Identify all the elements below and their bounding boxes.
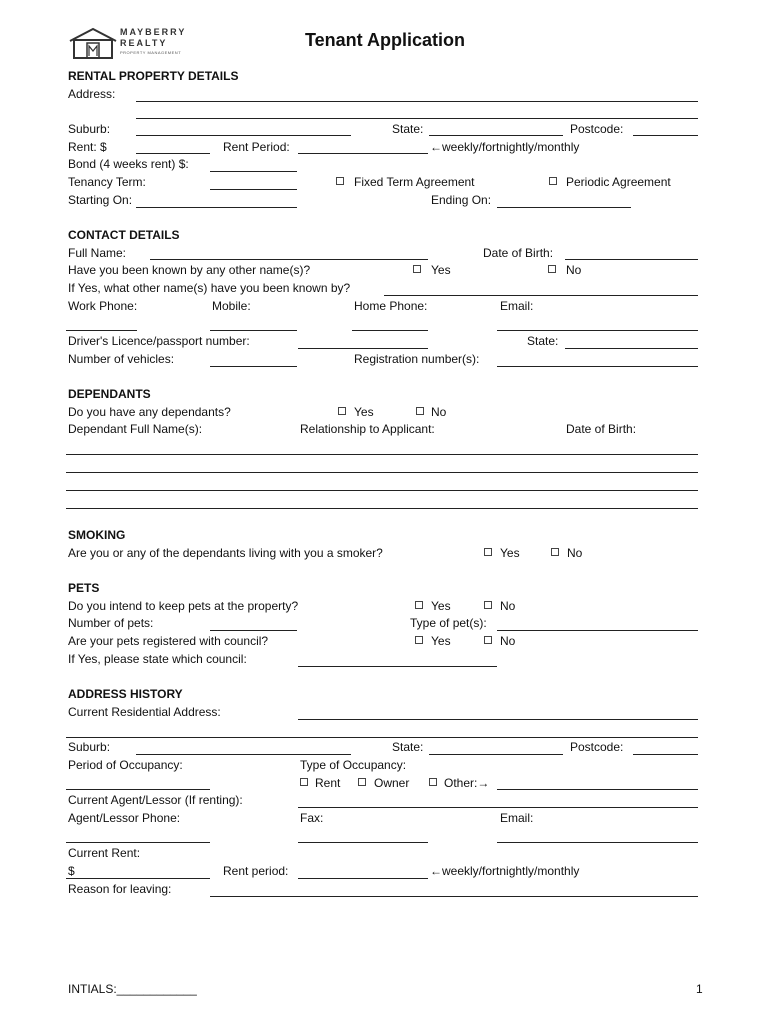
smoking-heading: SMOKING	[68, 528, 126, 542]
dependant-line-1[interactable]	[66, 454, 698, 455]
fax-label: Fax:	[300, 811, 324, 825]
pets-heading: PETS	[68, 581, 100, 595]
other-names-if-label: If Yes, what other name(s) have you been known by?	[68, 281, 351, 295]
rent-period-line[interactable]	[298, 153, 428, 154]
agent-line[interactable]	[298, 807, 698, 808]
pets-registered-question: Are your pets registered with council?	[68, 634, 269, 648]
state-label: State:	[392, 122, 424, 136]
current-rent-dollar: $	[68, 864, 75, 878]
history-suburb-label: Suburb:	[68, 740, 111, 754]
history-email-line[interactable]	[497, 842, 698, 843]
fixed-term-label: Fixed Term Agreement	[354, 175, 475, 189]
history-suburb-line[interactable]	[136, 754, 351, 755]
full-name-label: Full Name:	[68, 246, 127, 260]
logo-text-mayberry: MAYBERRY	[120, 27, 187, 37]
licence-state-line[interactable]	[565, 348, 698, 349]
occupancy-owner-label: Owner	[374, 776, 410, 790]
dependant-line-2[interactable]	[66, 472, 698, 473]
vehicles-line[interactable]	[210, 366, 297, 367]
state-line[interactable]	[429, 135, 563, 136]
type-occupancy-label: Type of Occupancy:	[300, 758, 407, 772]
history-postcode-label: Postcode:	[570, 740, 624, 754]
which-council-line[interactable]	[298, 666, 497, 667]
starting-on-label: Starting On:	[68, 193, 133, 207]
other-names-yes-label: Yes	[431, 263, 451, 277]
work-phone-line[interactable]	[66, 330, 137, 331]
occupancy-rent-label: Rent	[315, 776, 341, 790]
dependant-line-4[interactable]	[66, 508, 698, 509]
rent-line[interactable]	[136, 153, 210, 154]
postcode-line[interactable]	[633, 135, 698, 136]
dependant-line-3[interactable]	[66, 490, 698, 491]
current-address-label: Current Residential Address:	[68, 705, 221, 719]
initials-field[interactable]: INTIALS:____________	[68, 982, 197, 996]
ending-on-label: Ending On:	[431, 193, 492, 207]
contact-heading: CONTACT DETAILS	[68, 228, 180, 242]
suburb-line[interactable]	[136, 135, 351, 136]
home-phone-label: Home Phone:	[354, 299, 428, 313]
smoking-question: Are you or any of the dependants living with you a smoker?	[68, 546, 383, 560]
dependant-dob-label: Date of Birth:	[566, 422, 637, 436]
period-occupancy-line[interactable]	[66, 789, 210, 790]
full-name-line[interactable]	[150, 259, 428, 260]
licence-label: Driver's Licence/passport number:	[68, 334, 250, 348]
address-line-2[interactable]	[136, 118, 698, 119]
dependants-no-label: No	[431, 405, 447, 419]
other-names-line[interactable]	[384, 295, 698, 296]
agent-phone-line[interactable]	[66, 842, 210, 843]
dob-label: Date of Birth:	[483, 246, 554, 260]
licence-state-label: State:	[527, 334, 559, 348]
rental-heading: RENTAL PROPERTY DETAILS	[68, 69, 239, 83]
agent-phone-label: Agent/Lessor Phone:	[68, 811, 181, 825]
other-names-no-checkbox[interactable]	[548, 265, 556, 273]
which-council-label: If Yes, please state which council:	[68, 652, 247, 666]
logo-text-tagline: PROPERTY MANAGEMENT	[120, 50, 182, 55]
postcode-label: Postcode:	[570, 122, 624, 136]
current-rent-line[interactable]	[66, 878, 210, 879]
period-occupancy-label: Period of Occupancy:	[68, 758, 183, 772]
pets-registered-yes-checkbox[interactable]	[415, 636, 423, 644]
suburb-label: Suburb:	[68, 122, 111, 136]
mobile-line[interactable]	[210, 330, 297, 331]
pets-yes-label: Yes	[431, 599, 451, 613]
rent-label: Rent: $	[68, 140, 107, 154]
dependants-heading: DEPENDANTS	[68, 387, 151, 401]
occupancy-rent-checkbox[interactable]	[300, 778, 308, 786]
fax-line[interactable]	[298, 842, 428, 843]
history-postcode-line[interactable]	[633, 754, 698, 755]
pets-registered-yes-label: Yes	[431, 634, 451, 648]
fixed-term-checkbox[interactable]	[336, 177, 344, 185]
starting-on-line[interactable]	[136, 207, 297, 208]
dependants-question: Do you have any dependants?	[68, 405, 231, 419]
logo-text-realty: REALTY	[120, 38, 168, 48]
history-state-label: State:	[392, 740, 424, 754]
occupancy-owner-checkbox[interactable]	[358, 778, 366, 786]
relationship-label: Relationship to Applicant:	[300, 422, 435, 436]
history-rent-period-hint: ←weekly/fortnightly/monthly	[430, 864, 580, 878]
address-label: Address:	[68, 87, 116, 101]
agent-label: Current Agent/Lessor (If renting):	[68, 793, 243, 807]
dependant-names-label: Dependant Full Name(s):	[68, 422, 203, 436]
dependants-yes-label: Yes	[354, 405, 374, 419]
email-line[interactable]	[497, 330, 698, 331]
address-line-1[interactable]	[136, 101, 698, 102]
smoking-no-checkbox[interactable]	[551, 548, 559, 556]
page-title: Tenant Application	[305, 30, 465, 50]
other-names-no-label: No	[566, 263, 582, 277]
number-pets-line[interactable]	[210, 630, 297, 631]
pets-registered-no-checkbox[interactable]	[484, 636, 492, 644]
tenancy-term-label: Tenancy Term:	[68, 175, 146, 189]
rent-period-hint: ←weekly/fortnightly/monthly	[430, 140, 580, 154]
occupancy-other-checkbox[interactable]	[429, 778, 437, 786]
registration-label: Registration number(s):	[354, 352, 480, 366]
other-names-question: Have you been known by any other name(s)?	[68, 263, 311, 277]
type-pets-label: Type of pet(s):	[410, 616, 487, 630]
pets-no-checkbox[interactable]	[484, 601, 492, 609]
type-pets-line[interactable]	[497, 630, 698, 631]
dob-line[interactable]	[565, 259, 698, 260]
smoking-yes-label: Yes	[500, 546, 520, 560]
current-address-line-2[interactable]	[66, 737, 698, 738]
house-logo-icon	[68, 27, 118, 61]
history-rent-period-label: Rent period:	[223, 864, 289, 878]
reason-leaving-label: Reason for leaving:	[68, 882, 172, 896]
pets-yes-checkbox[interactable]	[415, 601, 423, 609]
history-heading: ADDRESS HISTORY	[68, 687, 183, 701]
registration-line[interactable]	[497, 366, 698, 367]
ending-on-line[interactable]	[497, 207, 631, 208]
dependants-yes-checkbox[interactable]	[338, 407, 346, 415]
work-phone-label: Work Phone:	[68, 299, 138, 313]
current-address-line-1[interactable]	[298, 719, 698, 720]
home-phone-line[interactable]	[352, 330, 428, 331]
pets-registered-no-label: No	[500, 634, 516, 648]
pets-no-label: No	[500, 599, 516, 613]
current-rent-label: Current Rent:	[68, 846, 141, 860]
history-state-line[interactable]	[429, 754, 563, 755]
tenancy-term-line[interactable]	[210, 189, 297, 190]
reason-leaving-line[interactable]	[210, 896, 698, 897]
bond-line[interactable]	[210, 171, 297, 172]
page-number: 1	[696, 982, 703, 996]
pets-question: Do you intend to keep pets at the property?	[68, 599, 299, 613]
smoking-yes-checkbox[interactable]	[484, 548, 492, 556]
smoking-no-label: No	[567, 546, 583, 560]
email-label: Email:	[500, 299, 534, 313]
licence-line[interactable]	[298, 348, 428, 349]
rent-period-label: Rent Period:	[223, 140, 290, 154]
bond-label: Bond (4 weeks rent) $:	[68, 157, 189, 171]
other-names-yes-checkbox[interactable]	[413, 265, 421, 273]
mobile-label: Mobile:	[212, 299, 251, 313]
history-email-label: Email:	[500, 811, 534, 825]
history-rent-period-line[interactable]	[298, 878, 428, 879]
dependants-no-checkbox[interactable]	[416, 407, 424, 415]
vehicles-label: Number of vehicles:	[68, 352, 175, 366]
occupancy-other-line[interactable]	[497, 789, 698, 790]
occupancy-other-label: Other:→	[444, 776, 490, 790]
number-pets-label: Number of pets:	[68, 616, 154, 630]
periodic-checkbox[interactable]	[549, 177, 557, 185]
periodic-label: Periodic Agreement	[566, 175, 671, 189]
